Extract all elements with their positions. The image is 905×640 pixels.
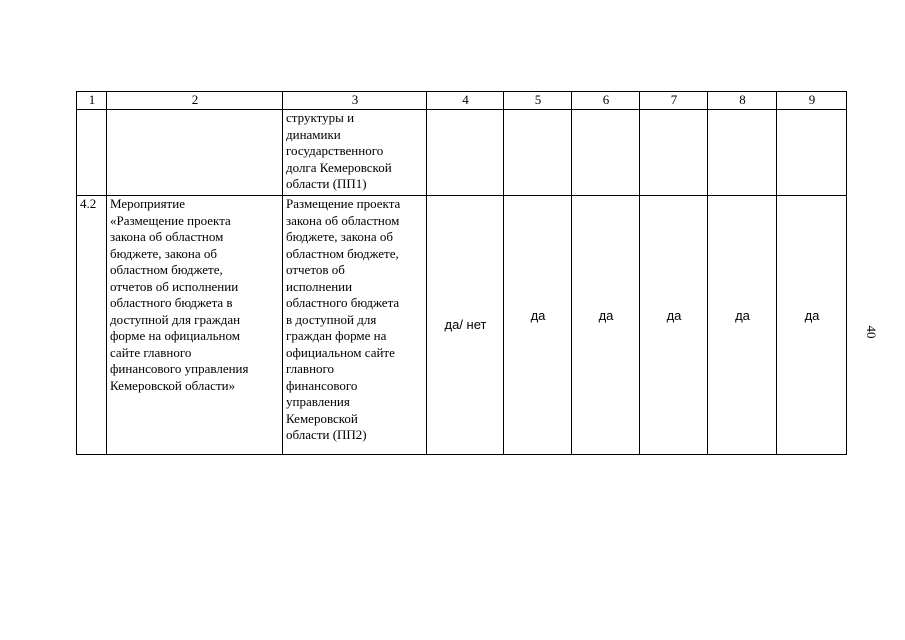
value-cell: да xyxy=(777,196,847,455)
unit-cell: да/ нет xyxy=(427,196,504,455)
header-cell: 7 xyxy=(640,92,708,110)
value-cell xyxy=(572,110,640,196)
table-row xyxy=(77,196,847,455)
header-cell: 3 xyxy=(283,92,427,110)
row-number-cell xyxy=(77,110,107,196)
value-cell: да xyxy=(640,196,708,455)
header-cell: 5 xyxy=(504,92,572,110)
table-row xyxy=(77,110,847,196)
row-number-cell: 4.2 xyxy=(77,196,107,455)
value-cell: да xyxy=(708,196,777,455)
value-cell xyxy=(504,110,572,196)
value-cell xyxy=(708,110,777,196)
indicator-name-cell: структуры и динамики государственного долга Кемеровской области (ПП1) xyxy=(283,110,427,196)
indicator-name-cell: Размещение проекта закона об областном бюджете, закона об областном бюджете, отчетов об исполнении областного бюджета в доступной для граждан форме на официальном сайте главного финансового управления Кемеровской области (ПП2) xyxy=(283,196,427,455)
program-indicators-table xyxy=(76,91,847,455)
header-cell: 1 xyxy=(77,92,107,110)
header-cell: 6 xyxy=(572,92,640,110)
measure-name-cell: Мероприятие «Размещение проекта закона об областном бюджете, закона об областном бюджете, отчетов об исполнении областного бюджета в доступной для граждан форме на официальном сайте главного финансового управления Кемеровской области» xyxy=(107,196,283,455)
table-header-row xyxy=(77,92,847,110)
header-cell: 8 xyxy=(708,92,777,110)
unit-cell xyxy=(427,110,504,196)
header-cell: 2 xyxy=(107,92,283,110)
measure-name-cell xyxy=(107,110,283,196)
value-cell xyxy=(640,110,708,196)
header-cell: 4 xyxy=(427,92,504,110)
value-cell xyxy=(777,110,847,196)
value-cell: да xyxy=(504,196,572,455)
header-cell: 9 xyxy=(777,92,847,110)
page-number: 40 xyxy=(864,325,879,339)
value-cell: да xyxy=(572,196,640,455)
